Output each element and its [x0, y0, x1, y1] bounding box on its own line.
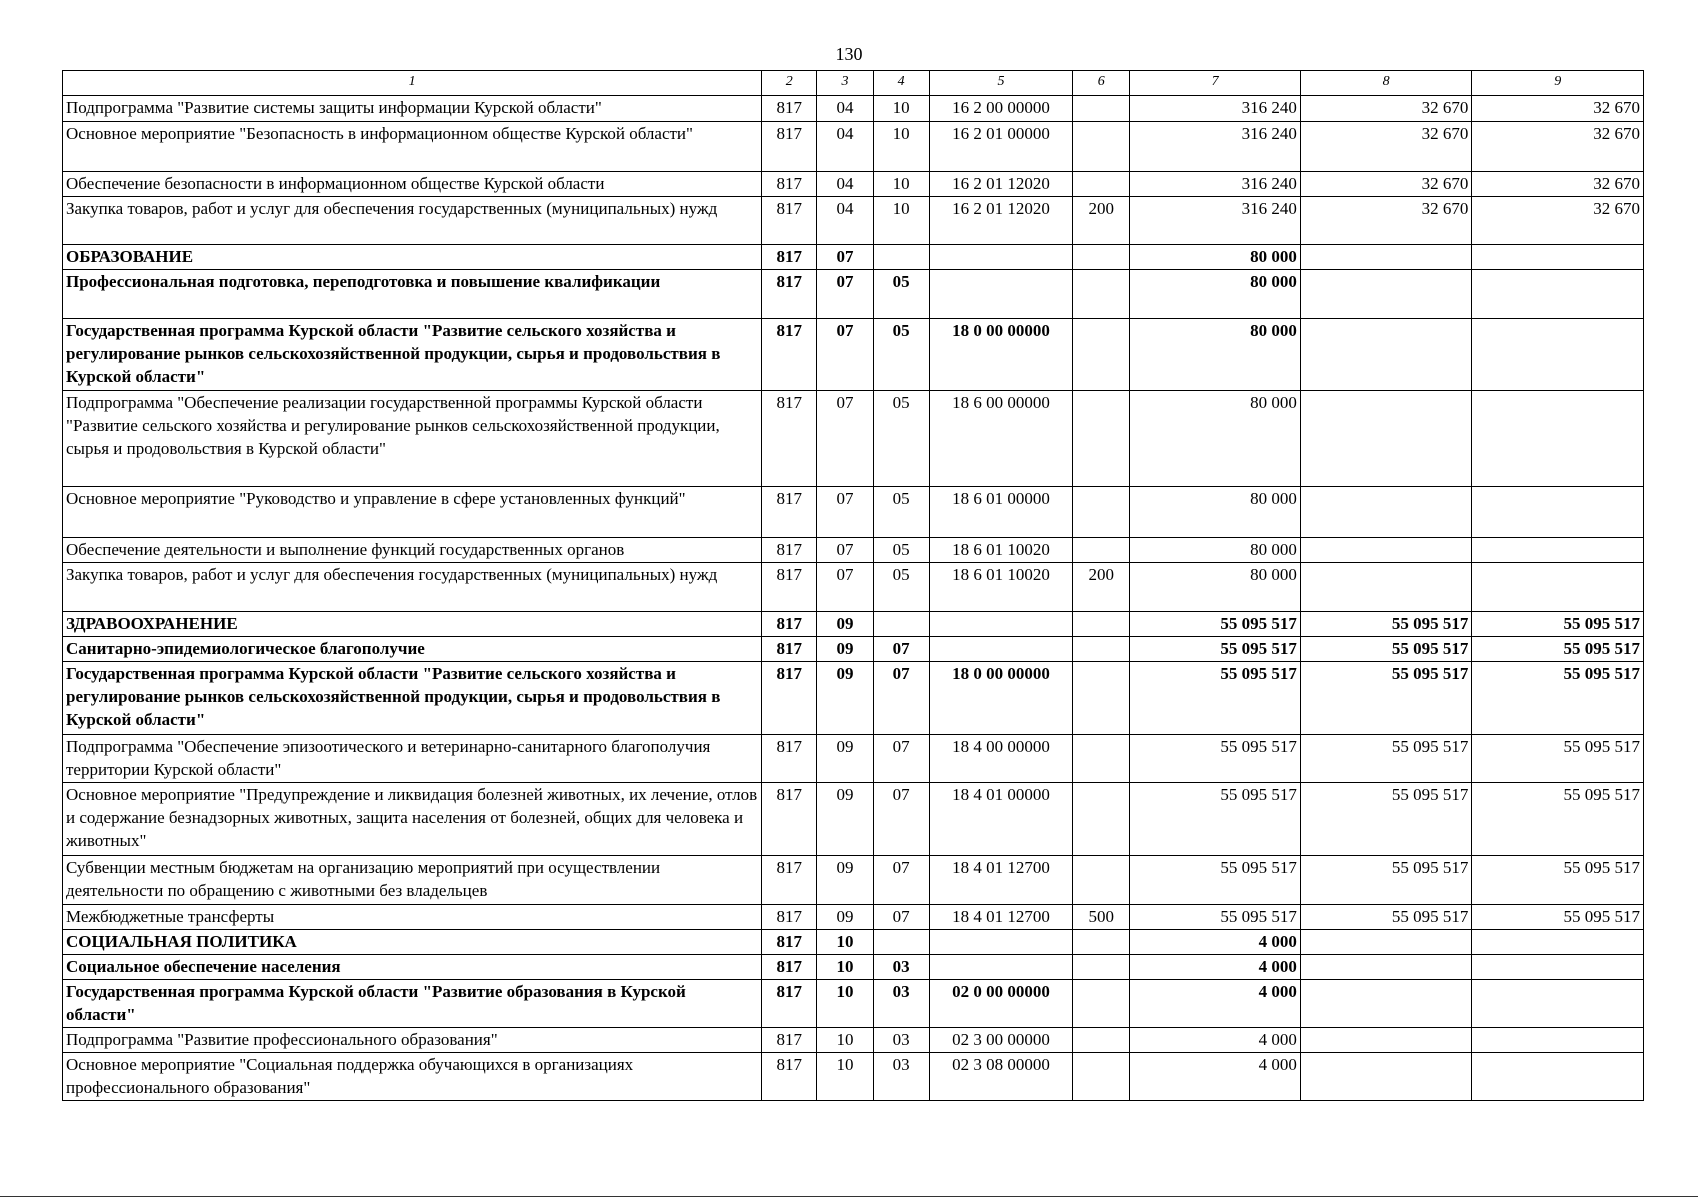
amount-year1-cell: 316 240 [1130, 96, 1301, 122]
table-row [63, 270, 1644, 319]
amount-year3-cell: 55 095 517 [1472, 735, 1644, 783]
amount-year3-cell: 55 095 517 [1472, 856, 1644, 905]
amount-year2-cell [1300, 1028, 1472, 1053]
grbs-code-cell: 817 [762, 391, 817, 487]
page-number: 130 [835, 44, 863, 64]
section-code-cell: 09 [817, 905, 873, 930]
grbs-code-cell: 817 [762, 319, 817, 391]
amount-year1-cell: 80 000 [1130, 391, 1301, 487]
table-row [63, 1028, 1644, 1053]
section-code-cell: 04 [817, 96, 873, 122]
target-article-cell [929, 270, 1072, 319]
amount-year2-cell: 32 670 [1300, 122, 1472, 172]
column-number: 2 [762, 71, 817, 96]
table-row [63, 612, 1644, 637]
amount-year2-cell [1300, 245, 1472, 270]
subsection-code-cell: 05 [873, 538, 929, 563]
target-article-cell: 18 6 01 10020 [929, 538, 1072, 563]
amount-year1-cell: 55 095 517 [1130, 856, 1301, 905]
amount-year3-cell [1472, 980, 1644, 1028]
amount-year1-cell: 316 240 [1130, 197, 1301, 245]
target-article-cell: 02 3 08 00000 [929, 1053, 1072, 1101]
amount-year3-cell [1472, 391, 1644, 487]
target-article-cell [929, 930, 1072, 955]
grbs-code-cell: 817 [762, 980, 817, 1028]
subsection-code-cell: 10 [873, 197, 929, 245]
target-article-cell: 18 0 00 00000 [929, 662, 1072, 735]
row-name-cell: Основное мероприятие "Социальная поддержка обучающихся в организациях профессионального образования" [63, 1053, 762, 1101]
subsection-code-cell: 07 [873, 856, 929, 905]
target-article-cell [929, 955, 1072, 980]
target-article-cell: 18 6 01 10020 [929, 563, 1072, 612]
table-row [63, 122, 1644, 172]
amount-year2-cell: 32 670 [1300, 197, 1472, 245]
table-row [63, 905, 1644, 930]
amount-year1-cell: 55 095 517 [1130, 612, 1301, 637]
row-name-cell: Обеспечение безопасности в информационном обществе Курской области [63, 172, 762, 197]
amount-year2-cell [1300, 955, 1472, 980]
table-row [63, 1053, 1644, 1101]
grbs-code-cell: 817 [762, 245, 817, 270]
section-code-cell: 10 [817, 930, 873, 955]
section-code-cell: 04 [817, 172, 873, 197]
target-article-cell: 18 6 00 00000 [929, 391, 1072, 487]
expense-type-cell: 200 [1073, 197, 1130, 245]
grbs-code-cell: 817 [762, 955, 817, 980]
grbs-code-cell: 817 [762, 735, 817, 783]
column-number: 4 [873, 71, 929, 96]
target-article-cell: 02 0 00 00000 [929, 980, 1072, 1028]
column-number-row [63, 71, 1644, 96]
subsection-code-cell: 05 [873, 270, 929, 319]
section-code-cell: 07 [817, 487, 873, 538]
table-row [63, 197, 1644, 245]
amount-year2-cell: 55 095 517 [1300, 856, 1472, 905]
subsection-code-cell: 05 [873, 487, 929, 538]
section-code-cell: 09 [817, 856, 873, 905]
subsection-code-cell: 10 [873, 172, 929, 197]
target-article-cell: 16 2 01 00000 [929, 122, 1072, 172]
row-name-cell: Подпрограмма "Обеспечение эпизоотического и ветеринарно-санитарного благополучия территории Курской области" [63, 735, 762, 783]
amount-year1-cell: 4 000 [1130, 1053, 1301, 1101]
row-name-cell: Закупка товаров, работ и услуг для обеспечения государственных (муниципальных) нужд [63, 197, 762, 245]
target-article-cell: 18 4 01 12700 [929, 856, 1072, 905]
subsection-code-cell: 03 [873, 1028, 929, 1053]
row-name-cell: Субвенции местным бюджетам на организацию мероприятий при осуществлении деятельности по обращению с животными без владельцев [63, 856, 762, 905]
section-code-cell: 10 [817, 955, 873, 980]
table-row [63, 245, 1644, 270]
amount-year2-cell: 55 095 517 [1300, 662, 1472, 735]
table-row [63, 538, 1644, 563]
table-row [63, 637, 1644, 662]
section-code-cell: 09 [817, 637, 873, 662]
expense-type-cell [1073, 783, 1130, 856]
target-article-cell: 02 3 00 00000 [929, 1028, 1072, 1053]
expense-type-cell [1073, 1028, 1130, 1053]
amount-year1-cell: 316 240 [1130, 122, 1301, 172]
amount-year2-cell [1300, 563, 1472, 612]
expense-type-cell [1073, 856, 1130, 905]
row-name-cell: Санитарно-эпидемиологическое благополучие [63, 637, 762, 662]
grbs-code-cell: 817 [762, 1028, 817, 1053]
subsection-code-cell: 05 [873, 391, 929, 487]
amount-year3-cell [1472, 487, 1644, 538]
target-article-cell [929, 637, 1072, 662]
amount-year1-cell: 55 095 517 [1130, 905, 1301, 930]
subsection-code-cell: 10 [873, 96, 929, 122]
budget-table [62, 70, 1644, 1101]
table-row [63, 563, 1644, 612]
table-row [63, 955, 1644, 980]
amount-year1-cell: 55 095 517 [1130, 637, 1301, 662]
target-article-cell [929, 612, 1072, 637]
grbs-code-cell: 817 [762, 930, 817, 955]
amount-year3-cell: 32 670 [1472, 122, 1644, 172]
section-code-cell: 07 [817, 270, 873, 319]
table-row [63, 856, 1644, 905]
expense-type-cell [1073, 955, 1130, 980]
expense-type-cell: 200 [1073, 563, 1130, 612]
section-code-cell: 10 [817, 1053, 873, 1101]
subsection-code-cell: 03 [873, 980, 929, 1028]
amount-year2-cell [1300, 930, 1472, 955]
expense-type-cell [1073, 662, 1130, 735]
section-code-cell: 09 [817, 662, 873, 735]
row-name-cell: Закупка товаров, работ и услуг для обеспечения государственных (муниципальных) нужд [63, 563, 762, 612]
amount-year2-cell: 32 670 [1300, 172, 1472, 197]
amount-year2-cell [1300, 538, 1472, 563]
expense-type-cell: 500 [1073, 905, 1130, 930]
column-number: 8 [1300, 71, 1472, 96]
target-article-cell: 18 6 01 00000 [929, 487, 1072, 538]
amount-year2-cell [1300, 487, 1472, 538]
expense-type-cell [1073, 391, 1130, 487]
row-name-cell: Государственная программа Курской области "Развитие сельского хозяйства и регулирование рынков сельскохозяйственной продукции, сырья и продовольствия в Курской области" [63, 319, 762, 391]
subsection-code-cell [873, 245, 929, 270]
section-code-cell: 07 [817, 391, 873, 487]
amount-year3-cell [1472, 1053, 1644, 1101]
expense-type-cell [1073, 980, 1130, 1028]
expense-type-cell [1073, 96, 1130, 122]
column-number: 7 [1130, 71, 1301, 96]
expense-type-cell [1073, 1053, 1130, 1101]
grbs-code-cell: 817 [762, 122, 817, 172]
amount-year2-cell [1300, 1053, 1472, 1101]
section-code-cell: 04 [817, 122, 873, 172]
amount-year2-cell: 32 670 [1300, 96, 1472, 122]
subsection-code-cell: 07 [873, 735, 929, 783]
grbs-code-cell: 817 [762, 662, 817, 735]
grbs-code-cell: 817 [762, 172, 817, 197]
section-code-cell: 09 [817, 783, 873, 856]
subsection-code-cell: 07 [873, 783, 929, 856]
section-code-cell: 07 [817, 538, 873, 563]
table-row [63, 783, 1644, 856]
amount-year1-cell: 4 000 [1130, 980, 1301, 1028]
amount-year3-cell: 55 095 517 [1472, 905, 1644, 930]
grbs-code-cell: 817 [762, 96, 817, 122]
table-row [63, 735, 1644, 783]
subsection-code-cell [873, 612, 929, 637]
expense-type-cell [1073, 612, 1130, 637]
expense-type-cell [1073, 637, 1130, 662]
row-name-cell: Подпрограмма "Развитие профессионального образования" [63, 1028, 762, 1053]
amount-year2-cell [1300, 391, 1472, 487]
table-row [63, 172, 1644, 197]
amount-year1-cell: 4 000 [1130, 1028, 1301, 1053]
grbs-code-cell: 817 [762, 563, 817, 612]
amount-year1-cell: 55 095 517 [1130, 662, 1301, 735]
column-number: 5 [929, 71, 1072, 96]
table-row [63, 391, 1644, 487]
table-row [63, 662, 1644, 735]
amount-year3-cell: 32 670 [1472, 197, 1644, 245]
expense-type-cell [1073, 172, 1130, 197]
column-number: 6 [1073, 71, 1130, 96]
amount-year2-cell: 55 095 517 [1300, 905, 1472, 930]
amount-year3-cell: 32 670 [1472, 172, 1644, 197]
table-row [63, 930, 1644, 955]
grbs-code-cell: 817 [762, 1053, 817, 1101]
row-name-cell: Подпрограмма "Развитие системы защиты информации Курской области" [63, 96, 762, 122]
amount-year1-cell: 55 095 517 [1130, 735, 1301, 783]
amount-year3-cell: 55 095 517 [1472, 612, 1644, 637]
amount-year1-cell: 316 240 [1130, 172, 1301, 197]
target-article-cell: 18 4 01 12700 [929, 905, 1072, 930]
amount-year1-cell: 80 000 [1130, 270, 1301, 319]
column-number: 9 [1472, 71, 1644, 96]
amount-year2-cell [1300, 319, 1472, 391]
expense-type-cell [1073, 122, 1130, 172]
target-article-cell: 18 4 00 00000 [929, 735, 1072, 783]
amount-year2-cell: 55 095 517 [1300, 637, 1472, 662]
section-code-cell: 07 [817, 245, 873, 270]
grbs-code-cell: 817 [762, 856, 817, 905]
amount-year3-cell: 55 095 517 [1472, 637, 1644, 662]
amount-year1-cell: 80 000 [1130, 563, 1301, 612]
expense-type-cell [1073, 930, 1130, 955]
expense-type-cell [1073, 245, 1130, 270]
expense-type-cell [1073, 538, 1130, 563]
subsection-code-cell: 07 [873, 662, 929, 735]
section-code-cell: 10 [817, 980, 873, 1028]
subsection-code-cell: 03 [873, 955, 929, 980]
row-name-cell: СОЦИАЛЬНАЯ ПОЛИТИКА [63, 930, 762, 955]
amount-year2-cell [1300, 980, 1472, 1028]
amount-year3-cell [1472, 930, 1644, 955]
amount-year2-cell: 55 095 517 [1300, 783, 1472, 856]
subsection-code-cell: 05 [873, 319, 929, 391]
subsection-code-cell: 03 [873, 1053, 929, 1101]
row-name-cell: Межбюджетные трансферты [63, 905, 762, 930]
row-name-cell: Профессиональная подготовка, переподготовка и повышение квалификации [63, 270, 762, 319]
grbs-code-cell: 817 [762, 612, 817, 637]
row-name-cell: Основное мероприятие "Безопасность в информационном обществе Курской области" [63, 122, 762, 172]
row-name-cell: ОБРАЗОВАНИЕ [63, 245, 762, 270]
amount-year2-cell: 55 095 517 [1300, 612, 1472, 637]
subsection-code-cell: 07 [873, 905, 929, 930]
subsection-code-cell: 05 [873, 563, 929, 612]
amount-year1-cell: 55 095 517 [1130, 783, 1301, 856]
column-number: 3 [817, 71, 873, 96]
amount-year3-cell [1472, 319, 1644, 391]
amount-year3-cell [1472, 270, 1644, 319]
expense-type-cell [1073, 319, 1130, 391]
row-name-cell: Основное мероприятие "Предупреждение и ликвидация болезней животных, их лечение, отлов и содержание безнадзорных животных, защита населения от болезней, общих для человека и животных" [63, 783, 762, 856]
amount-year1-cell: 80 000 [1130, 487, 1301, 538]
subsection-code-cell [873, 930, 929, 955]
grbs-code-cell: 817 [762, 270, 817, 319]
table-body [63, 96, 1644, 1101]
amount-year1-cell: 80 000 [1130, 538, 1301, 563]
grbs-code-cell: 817 [762, 637, 817, 662]
amount-year3-cell [1472, 955, 1644, 980]
section-code-cell: 09 [817, 735, 873, 783]
row-name-cell: Социальное обеспечение населения [63, 955, 762, 980]
row-name-cell: Основное мероприятие "Руководство и управление в сфере установленных функций" [63, 487, 762, 538]
table-row [63, 319, 1644, 391]
target-article-cell: 18 4 01 00000 [929, 783, 1072, 856]
target-article-cell: 16 2 00 00000 [929, 96, 1072, 122]
amount-year3-cell: 32 670 [1472, 96, 1644, 122]
target-article-cell [929, 245, 1072, 270]
amount-year3-cell: 55 095 517 [1472, 662, 1644, 735]
column-number: 1 [63, 71, 762, 96]
row-name-cell: Государственная программа Курской области "Развитие сельского хозяйства и регулирование рынков сельскохозяйственной продукции, сырья и продовольствия в Курской области" [63, 662, 762, 735]
expense-type-cell [1073, 270, 1130, 319]
section-code-cell: 04 [817, 197, 873, 245]
amount-year3-cell [1472, 538, 1644, 563]
amount-year1-cell: 4 000 [1130, 930, 1301, 955]
grbs-code-cell: 817 [762, 905, 817, 930]
table-row [63, 96, 1644, 122]
amount-year3-cell [1472, 563, 1644, 612]
expense-type-cell [1073, 487, 1130, 538]
grbs-code-cell: 817 [762, 197, 817, 245]
grbs-code-cell: 817 [762, 538, 817, 563]
subsection-code-cell: 10 [873, 122, 929, 172]
grbs-code-cell: 817 [762, 487, 817, 538]
section-code-cell: 10 [817, 1028, 873, 1053]
amount-year2-cell: 55 095 517 [1300, 735, 1472, 783]
amount-year1-cell: 80 000 [1130, 319, 1301, 391]
section-code-cell: 07 [817, 563, 873, 612]
row-name-cell: Обеспечение деятельности и выполнение функций государственных органов [63, 538, 762, 563]
table-row [63, 487, 1644, 538]
table-row [63, 980, 1644, 1028]
section-code-cell: 07 [817, 319, 873, 391]
expense-type-cell [1073, 735, 1130, 783]
amount-year2-cell [1300, 270, 1472, 319]
amount-year3-cell: 55 095 517 [1472, 783, 1644, 856]
target-article-cell: 18 0 00 00000 [929, 319, 1072, 391]
subsection-code-cell: 07 [873, 637, 929, 662]
row-name-cell: Государственная программа Курской области "Развитие образования в Курской области" [63, 980, 762, 1028]
row-name-cell: ЗДРАВООХРАНЕНИЕ [63, 612, 762, 637]
target-article-cell: 16 2 01 12020 [929, 172, 1072, 197]
target-article-cell: 16 2 01 12020 [929, 197, 1072, 245]
amount-year3-cell [1472, 1028, 1644, 1053]
amount-year1-cell: 80 000 [1130, 245, 1301, 270]
section-code-cell: 09 [817, 612, 873, 637]
grbs-code-cell: 817 [762, 783, 817, 856]
amount-year1-cell: 4 000 [1130, 955, 1301, 980]
page-edge-line [0, 1196, 1698, 1197]
row-name-cell: Подпрограмма "Обеспечение реализации государственной программы Курской области "Развитие сельского хозяйства и регулирование рынков сельскохозяйственной продукции, сырья и продовольствия в Курской области" [63, 391, 762, 487]
amount-year3-cell [1472, 245, 1644, 270]
